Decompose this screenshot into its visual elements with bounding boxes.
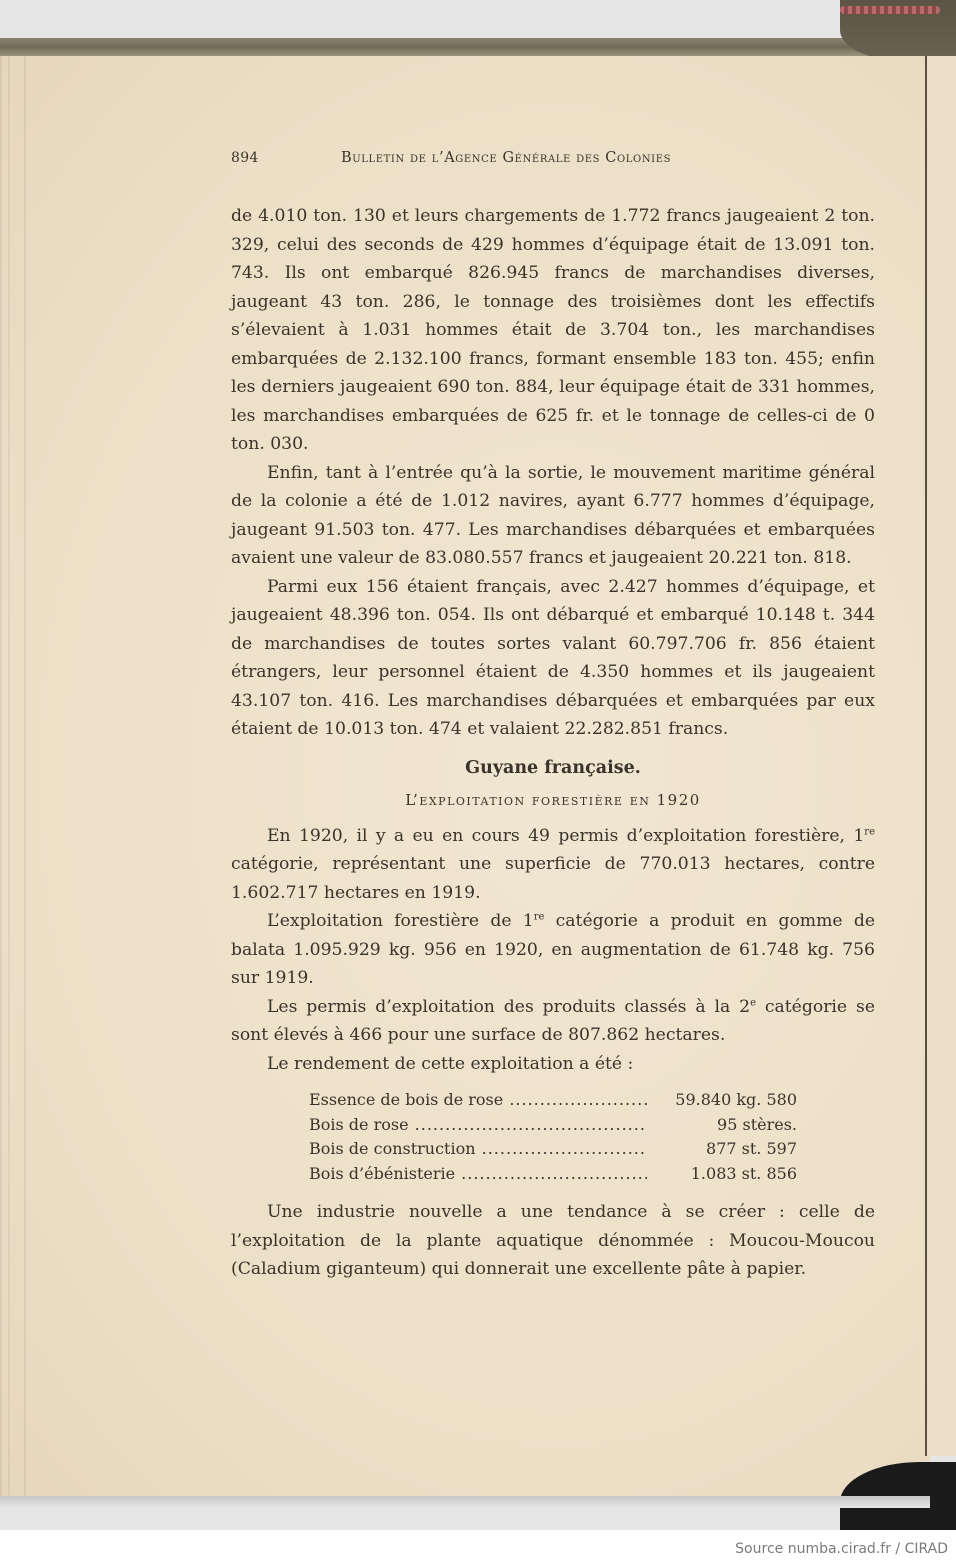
superscript: re [533, 911, 545, 923]
paragraph [231, 822, 875, 908]
table-row [309, 1088, 797, 1113]
text-run: L’exploitation forestière de 1 [267, 911, 534, 931]
text-run: En 1920, il y a eu en cours 49 permis d’exploitation forestière, 1 [267, 825, 865, 846]
superscript: re [864, 825, 875, 837]
yield-value: 59.840 kg. 580 [675, 1090, 797, 1109]
yield-label: Bois d’ébénisterie ..... [309, 1162, 647, 1187]
table-row [309, 1113, 797, 1138]
yield-value: 1.083 st. 856 [690, 1163, 797, 1183]
text-run: Les permis d’exploitation des produits classés à la 2 [267, 996, 751, 1017]
text-run: catégorie, représentant une superficie de 770.013 hectares, contre 1.602.717 hectares en 1919. [231, 854, 875, 903]
paragraph: Parmi eux 156 étaient français, avec 2.427 hommes d’équipage, et jaugeaient 48.396 ton. 054. Ils ont débarqué et embarqué 10.148 t. 344 de marchandises de toutes sortes valant 60.797.706 fr. 856 étaient étrangers, leur personnel étaient de 4.350 hommes et ils jaugeaient 43.107 ton. 416. Les marchandises débarquées et embarquées par eux étaient de 10.013 ton. 474 et valaient 22.282.851 francs. [231, 576, 875, 739]
paragraph: Enfin, tant à l’entrée qu’à la sortie, le mouvement maritime général de la colonie a été de 1.012 navires, ayant 6.777 hommes d’équipage, jaugeant 91.503 ton. 477. Les marchandises débarquées et embarquées avaient une valeur de 83.080.557 francs et jaugeaient 20.221 ton. 818. [231, 462, 875, 568]
page-bottom-shadow [0, 1496, 930, 1508]
paragraph: Le rendement de cette exploitation a été : [267, 1053, 634, 1074]
yield-value: 877 st. 597 [706, 1139, 797, 1158]
table-row [309, 1137, 797, 1162]
body-text [231, 202, 875, 1284]
paragraph [231, 907, 875, 993]
book-cover-corner [840, 0, 956, 60]
text-run: catégorie se sont élevés à 466 pour une surface de 807.862 hectares. [231, 996, 875, 1045]
yield-label: Bois de construction ..... [309, 1137, 647, 1162]
running-title: Bulletin de l’Agence Générale des Colonies [341, 150, 672, 166]
paragraph [231, 993, 875, 1050]
paragraph: Une industrie nouvelle a une tendance à se créer : celle de l’exploitation de la plante aquatique dénommée : Moucou-Moucou (Caladium giganteum) qui donnerait une excellente pâte à papier. [231, 1202, 875, 1279]
yield-value: 95 stères. [717, 1114, 797, 1134]
section-subtitle: L’exploitation forestière en 1920 [405, 790, 701, 809]
page-text [231, 150, 875, 1284]
yield-label: Bois de rose ..... [309, 1113, 647, 1138]
paragraph: de 4.010 ton. 130 et leurs chargements de 1.772 francs jaugeaient 2 ton. 329, celui des seconds de 429 hommes d’équipage était de 13.091 ton. 743. Ils ont embarqué 826.945 francs de marchandises diverses, jaugeant 43 ton. 286, le tonnage des troisièmes dont les effectifs s’élevaient à 1.031 hommes était de 3.704 ton., les marchandises embarquées de 2.132.100 francs, formant ensemble 183 ton. 455; enfin les derniers jaugeaient 690 ton. 884, leur équipage était de 331 hommes, les marchandises embarquées de 625 fr. et le tonnage de celles-ci de 0 ton. 030. [231, 206, 875, 454]
yield-table [309, 1088, 797, 1186]
section-title: Guyane française. [465, 757, 641, 778]
facing-page-edge [927, 56, 956, 1456]
table-row [309, 1162, 797, 1187]
book-top-edge [0, 38, 900, 56]
source-credit: Source numba.cirad.fr / CIRAD [735, 1541, 948, 1557]
bookmark-ribbon [840, 6, 940, 14]
page-number: 894 [231, 150, 259, 166]
running-header [231, 150, 875, 180]
yield-label: Essence de bois de rose ..... [309, 1088, 647, 1113]
superscript: e [750, 996, 756, 1008]
text-run: catégorie a produit en gomme de balata 1.095.929 kg. 956 en 1920, en augmentation de 61.748 kg. 756 sur 1919. [231, 911, 875, 988]
